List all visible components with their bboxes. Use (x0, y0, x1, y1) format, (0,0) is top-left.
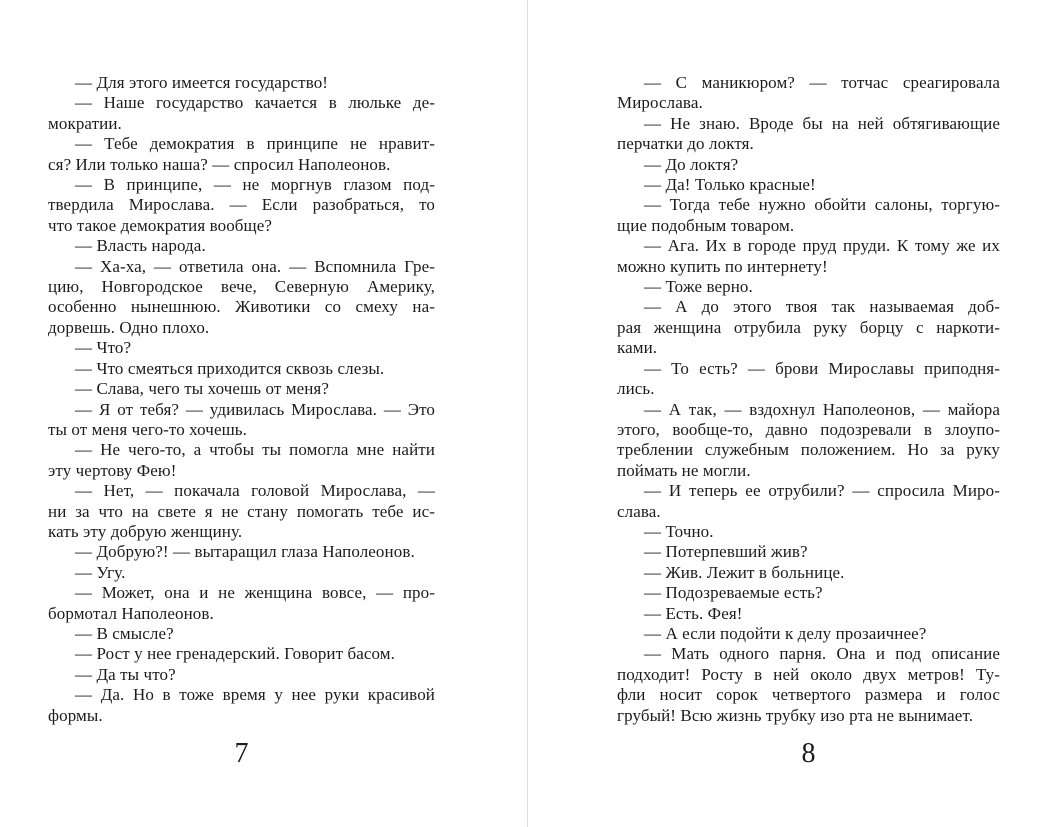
text-line: — Ага. Их в городе пруд пруди. К тому же их (644, 236, 1000, 256)
text-line: — Власть народа. (75, 236, 206, 256)
text-line: — А так, — вздохнул Наполеонов, — майора (644, 399, 1000, 419)
text-line: — Рост у нее гренадерский. Говорит басом. (75, 644, 396, 664)
text-line: кать эту добрую женщину. (48, 521, 243, 541)
text-line: — То есть? — брови Мирославы приподня- (644, 358, 1000, 378)
text-line: — Добрую?! — вытаращил глаза Наполеонов. (75, 542, 415, 562)
text-line: — С маникюром? — тотчас среагировала (644, 73, 1000, 92)
text-line: щие подобным товаром. (617, 215, 795, 235)
text-line: — Угу. (75, 562, 126, 582)
text-line: рая женщина отрубила руку борцу с наркоти- (617, 317, 1000, 337)
text-line: твердила Мирослава. — Если разобраться, то (48, 195, 435, 215)
text-line: — До локтя? (644, 154, 739, 174)
text-line: подходит! Росту в ней около двух метров! Ту- (617, 664, 1000, 684)
text-line: цию, Новгородское вече, Северную Америку, (48, 277, 435, 297)
text-line: — Мать одного парня. Она и под описание (644, 644, 1000, 664)
text-line: — Есть. Фея! (644, 603, 743, 623)
text-line: — В принципе, — не моргнув глазом под- (75, 175, 435, 195)
text-line: Мирослава. (617, 93, 703, 113)
text-line: треблении служебным положением. Но за руку (617, 440, 1000, 460)
text-line: ни за что на свете я не стану помогать тебе ис- (48, 501, 435, 521)
text-line: — Слава, чего ты хочешь от меня? (75, 379, 329, 399)
text-line: — Что? (75, 338, 132, 358)
text-line: можно купить по интернету! (617, 256, 828, 276)
text-line: перчатки до локтя. (617, 134, 754, 154)
text-line: — А до этого твоя так называемая доб- (644, 297, 1000, 317)
text-line: дорвешь. Одно плохо. (48, 317, 210, 337)
text-line: слава. (617, 501, 661, 521)
text-line: этого, вообще-то, давно подозревали в злоупо- (617, 419, 1000, 439)
text-line: — Тогда тебе нужно обойти салоны, торгую- (644, 195, 1000, 215)
text-line: — Наше государство качается в люльке де- (75, 93, 435, 113)
page-number-right: 8 (801, 738, 816, 769)
text-line: — Ха-ха, — ответила она. — Вспомнила Гре- (75, 256, 435, 276)
text-line: что такое демократия вообще? (48, 215, 273, 235)
text-line: — Нет, — покачала головой Мирослава, — (75, 481, 435, 501)
text-line: формы. (48, 705, 103, 725)
text-line: — В смысле? (75, 623, 174, 643)
text-line: — Да ты что? (75, 664, 176, 684)
text-line: — Тоже верно. (644, 277, 753, 297)
text-line: — Тебе демократия в принципе не нравит- (75, 134, 435, 154)
text-line: ся? Или только наша? — спросил Наполеонов. (48, 154, 391, 174)
page-number-left: 7 (234, 738, 249, 769)
text-line: — А если подойти к делу прозаичнее? (644, 623, 927, 643)
text-line: особенно нынешнюю. Животики со смеху на- (48, 297, 435, 317)
text-line: — Да! Только красные! (644, 175, 816, 195)
text-line: — Потерпевший жив? (644, 542, 808, 562)
text-line: ты от меня чего-то хочешь. (48, 419, 247, 439)
text-line: мократии. (48, 113, 122, 133)
text-line: — Жив. Лежит в больнице. (644, 562, 845, 582)
text-line: — Что смеяться приходится сквозь слезы. (75, 358, 385, 378)
page-left-text (48, 73, 435, 726)
text-line: — Да. Но в тоже время у нее руки красивой (75, 685, 435, 705)
page-right-text (617, 73, 1000, 726)
text-line: грубый! Всю жизнь трубку изо рта не вынимает. (617, 705, 974, 725)
text-line: — Не знаю. Вроде бы на ней обтягивающие (644, 113, 1000, 133)
text-line: — Может, она и не женщина вовсе, — про- (75, 583, 435, 603)
text-line: — Для этого имеется государство! (75, 73, 329, 92)
text-line: — Я от тебя? — удивилась Мирослава. — Это (75, 399, 435, 419)
text-line: лись. (617, 379, 655, 399)
text-line: бормотал Наполеонов. (48, 603, 214, 623)
text-line: фли носит сорок четвертого размера и голос (617, 685, 1000, 705)
text-line: — Подозреваемые есть? (644, 583, 823, 603)
text-line: — Не чего-то, а чтобы ты помогла мне найти (75, 440, 435, 460)
text-line: поймать не могли. (617, 460, 751, 480)
page-divider (527, 0, 528, 827)
text-line: ками. (617, 338, 658, 358)
text-line: — Точно. (644, 521, 714, 541)
text-line: эту чертову Фею! (48, 460, 177, 480)
text-line: — И теперь ее отрубили? — спросила Миро- (644, 481, 1000, 501)
